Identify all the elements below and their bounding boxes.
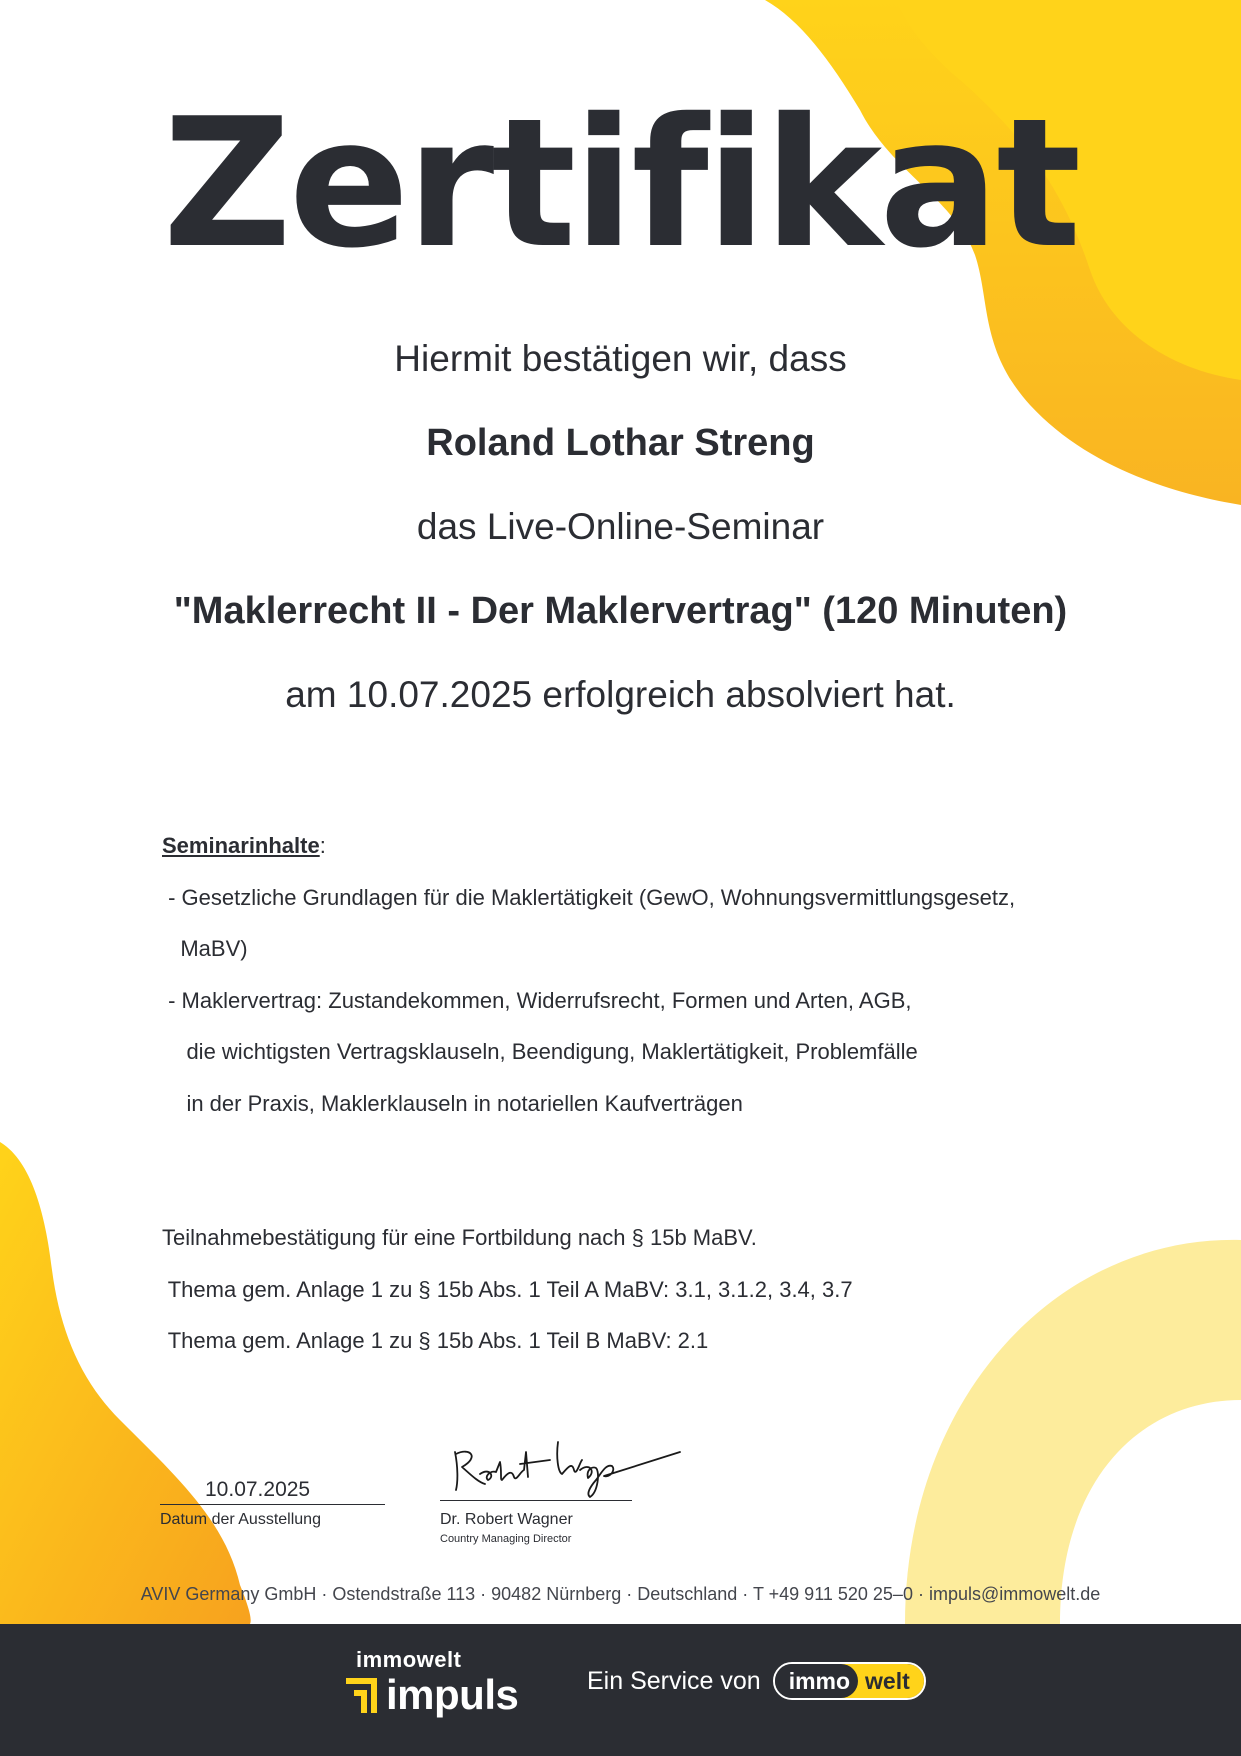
- brand-top-text: immowelt: [356, 1647, 462, 1672]
- impuls-mark-icon: [344, 1673, 384, 1717]
- service-by: [587, 1662, 926, 1700]
- company-address: AVIV Germany GmbH · Ostendstraße 113 · 90482 Nürnberg · Deutschland · T +49 911 520 25–0 · impuls@immowelt.de: [140, 1584, 1101, 1604]
- signatory-role: Country Managing Director: [440, 1533, 572, 1545]
- footer-bar: [0, 1624, 1241, 1756]
- issue-date-block: [160, 1478, 385, 1529]
- completion-text: am 10.07.2025 erfolgreich absolviert hat.: [285, 674, 956, 715]
- logo-part-immo: immo: [775, 1664, 858, 1698]
- contents-line: die wichtigsten Vertragsklauseln, Beendigung, Maklertätigkeit, Problemfälle: [162, 1039, 918, 1064]
- contents-heading-row: [162, 820, 1015, 872]
- intro-text: Hiermit bestätigen wir, dass: [394, 338, 847, 379]
- contents-line: - Gesetzliche Grundlagen für die Maklertätigkeit (GewO, Wohnungsvermittlungsgesetz,: [162, 884, 1016, 910]
- contents-heading-colon: :: [319, 833, 326, 858]
- mabv-line: Teilnahmebestätigung für eine Fortbildung nach § 15b MaBV.: [162, 1225, 757, 1250]
- issue-date: 10.07.2025: [160, 1478, 385, 1505]
- mabv-line: Thema gem. Anlage 1 zu § 15b Abs. 1 Teil B MaBV: 2.1: [162, 1328, 709, 1353]
- issue-date-caption: Datum der Ausstellung: [160, 1511, 321, 1528]
- seminar-contents: [162, 820, 1015, 1129]
- bottom-right-arc: [905, 1240, 1241, 1624]
- mabv-line: Thema gem. Anlage 1 zu § 15b Abs. 1 Teil A MaBV: 3.1, 3.1.2, 3.4, 3.7: [162, 1276, 853, 1302]
- seminar-label: das Live-Online-Seminar: [416, 506, 825, 547]
- contents-line: - Maklervertrag: Zustandekommen, Widerrufsrecht, Formen und Arten, AGB,: [162, 987, 912, 1013]
- seminar-title: "Maklerrecht II - Der Maklervertrag" (120 Minuten): [173, 590, 1068, 632]
- contents-line: MaBV): [162, 936, 248, 961]
- signature-line: [440, 1500, 632, 1501]
- logo-part-welt: welt: [841, 1664, 924, 1698]
- signatory-name: Dr. Robert Wagner: [440, 1511, 573, 1528]
- immowelt-impuls-logo: [344, 1647, 518, 1717]
- participant-name: Roland Lothar Streng: [426, 422, 815, 464]
- certificate-title: Zertifikat: [162, 80, 1079, 287]
- brand-main-text: impuls: [386, 1671, 519, 1718]
- service-text: Ein Service von: [587, 1666, 761, 1695]
- signature-block: [440, 1422, 690, 1545]
- mabv-confirmation: [162, 1212, 853, 1367]
- contents-line: in der Praxis, Maklerklauseln in notariellen Kaufverträgen: [162, 1090, 743, 1116]
- handwritten-signature: [440, 1422, 690, 1502]
- immowelt-logo: [773, 1662, 926, 1700]
- contents-heading: Seminarinhalte: [162, 833, 320, 858]
